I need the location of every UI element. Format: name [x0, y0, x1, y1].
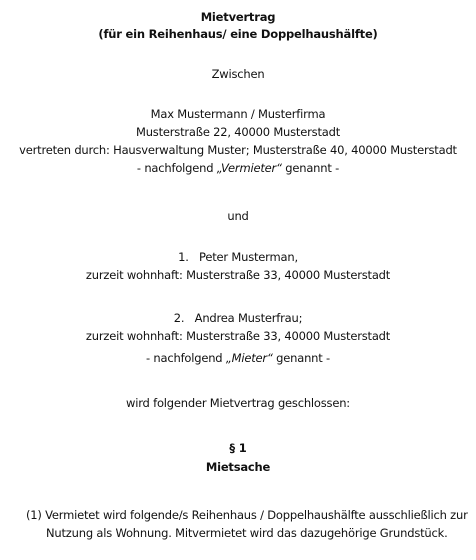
tenant-2-name: Andrea Musterfrau;	[194, 311, 303, 325]
section-heading: Mietsache	[205, 460, 271, 474]
landlord-role-name: „Vermieter“	[216, 161, 282, 175]
and-label: und	[227, 209, 249, 223]
tenant-1-name-line	[0, 249, 476, 265]
landlord-role-line	[0, 160, 476, 176]
between-label: Zwischen	[211, 67, 265, 81]
document-title: Mietvertrag	[200, 10, 276, 24]
tenant-1-number: 1.	[178, 250, 189, 264]
tenant-2-residence: zurzeit wohnhaft: Musterstraße 33, 40000 Musterstadt	[85, 329, 391, 343]
tenant-2-number: 2.	[173, 311, 185, 325]
landlord-role-suffix: genannt -	[281, 161, 340, 175]
landlord-representative: vertreten durch: Hausverwaltung Muster; Musterstraße 40, 40000 Musterstadt	[19, 143, 457, 157]
section-paragraph-line-1: (1) Vermietet wird folgende/s Reihenhaus / Doppelhaushälfte ausschließlich zur	[26, 508, 468, 522]
tenant-1-name: Peter Musterman,	[199, 250, 298, 264]
tenant-role-suffix: genannt -	[272, 351, 330, 365]
section-number: § 1	[229, 441, 247, 455]
tenant-role-name: „Mieter“	[225, 351, 273, 365]
tenant-role-line	[0, 350, 476, 366]
landlord-role-prefix: - nachfolgend	[136, 161, 217, 175]
section-paragraph-line-2: Nutzung als Wohnung. Mitvermietet wird das dazugehörige Grundstück.	[46, 526, 448, 540]
document-subtitle: (für ein Reihenhaus/ eine Doppelhaushälfte)	[98, 27, 378, 41]
landlord-address: Musterstraße 22, 40000 Musterstadt	[135, 125, 341, 139]
agreement-statement: wird folgender Mietvertrag geschlossen:	[126, 396, 350, 410]
tenant-2-name-line	[0, 310, 476, 326]
landlord-name: Max Mustermann / Musterfirma	[150, 107, 326, 121]
tenant-1-residence: zurzeit wohnhaft: Musterstraße 33, 40000 Musterstadt	[85, 268, 391, 282]
tenant-role-prefix: - nachfolgend	[146, 351, 226, 365]
